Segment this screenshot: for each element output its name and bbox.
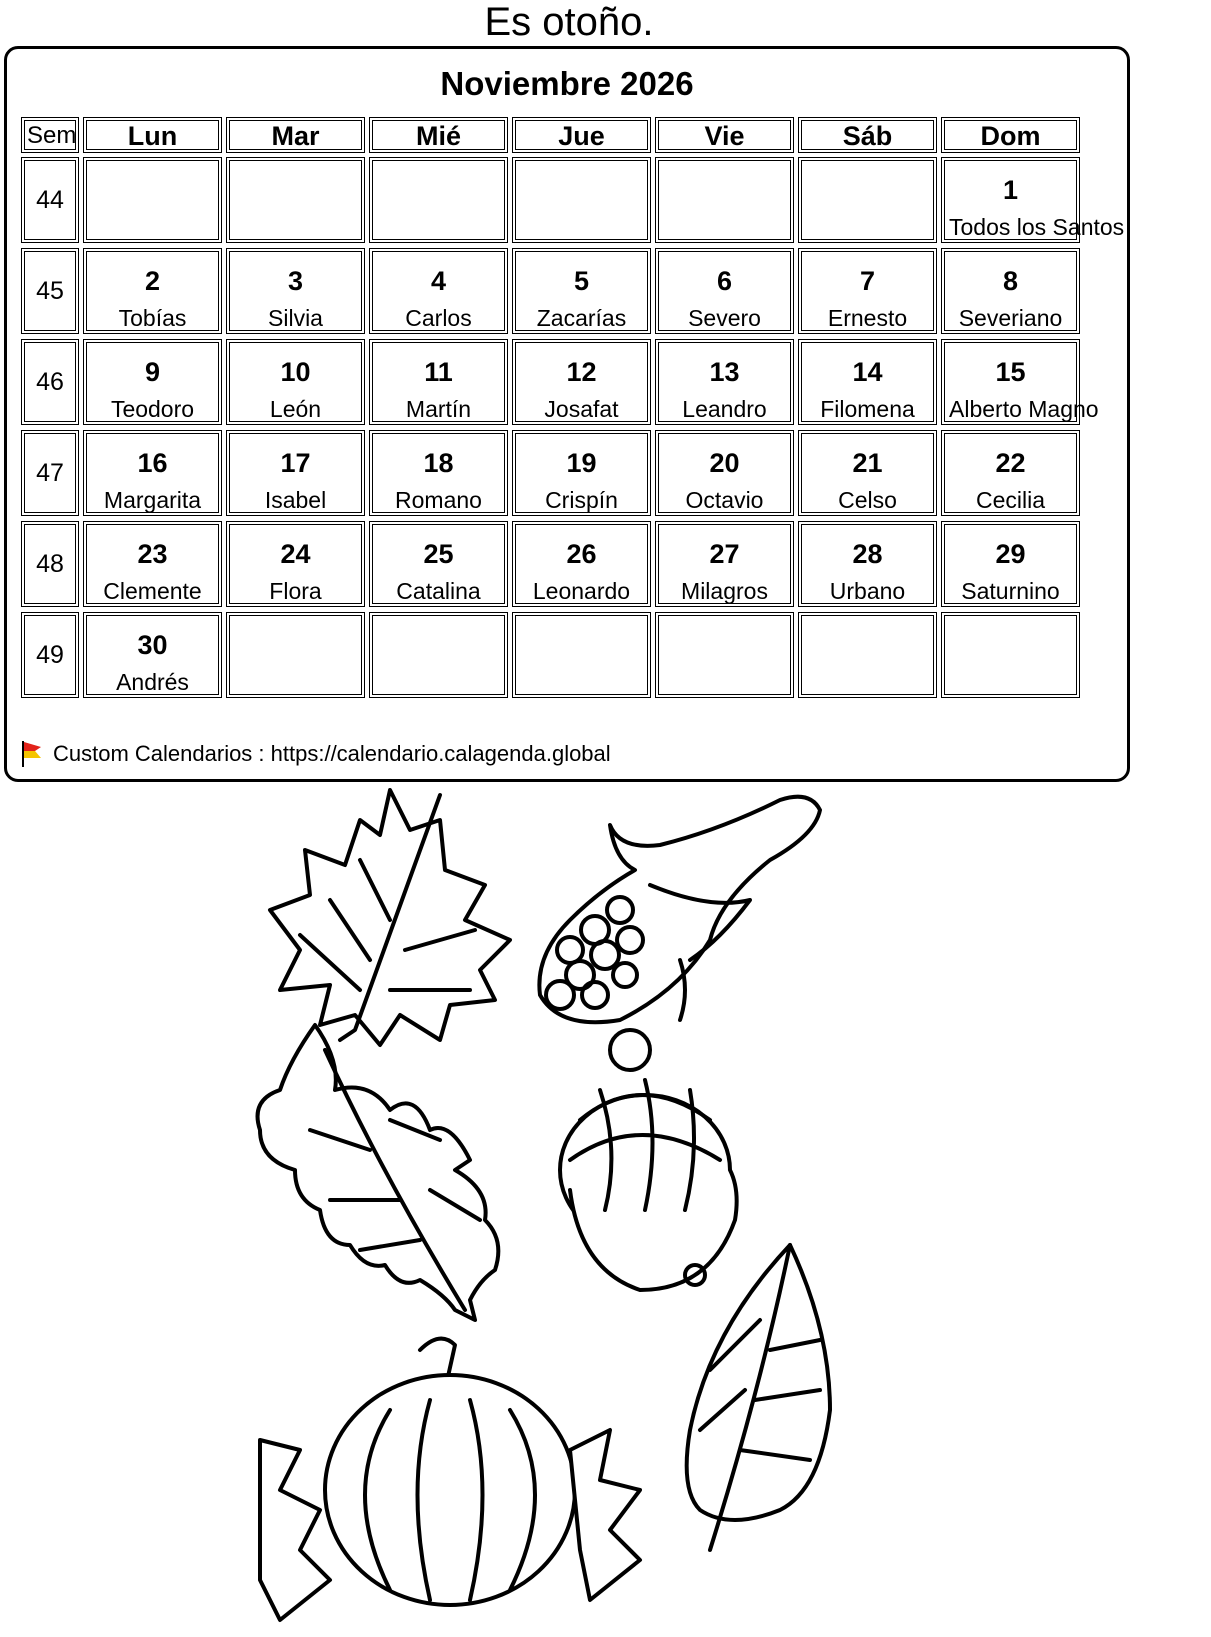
header-day: Lun — [83, 117, 222, 153]
day-cell — [512, 430, 651, 516]
saint-name: Alberto Magno — [949, 396, 1099, 422]
saint-name: Urbano — [829, 578, 906, 604]
saint-name: Leonardo — [532, 578, 631, 604]
day-number: 10 — [280, 357, 311, 387]
day-number: 20 — [709, 448, 740, 478]
saint-name: Clemente — [103, 578, 202, 604]
day-cell — [941, 430, 1080, 516]
pumpkin-icon — [260, 1339, 640, 1620]
saint-name: Zacarías — [536, 305, 627, 331]
day-number: 23 — [137, 539, 168, 569]
calendar-frame — [4, 46, 1130, 782]
day-number: 19 — [566, 448, 597, 478]
header-day: Mar — [226, 117, 365, 153]
day-number: 25 — [423, 539, 454, 569]
day-cell — [798, 339, 937, 425]
week-number: 46 — [21, 339, 79, 425]
header-day: Vie — [655, 117, 794, 153]
saint-name: Carlos — [405, 305, 472, 331]
header-day: Dom — [941, 117, 1080, 153]
day-number: 13 — [709, 357, 740, 387]
day-cell — [226, 339, 365, 425]
day-cell — [798, 248, 937, 334]
page-title: Es otoño. — [484, 0, 654, 44]
empty-day-cell — [226, 612, 365, 698]
day-number: 1 — [1002, 175, 1019, 205]
saint-name: Flora — [269, 578, 322, 604]
empty-day-cell — [655, 612, 794, 698]
day-number: 28 — [852, 539, 883, 569]
header-day: Mié — [369, 117, 508, 153]
day-cell — [83, 248, 222, 334]
day-cell — [655, 521, 794, 607]
saint-name: Saturnino — [961, 578, 1060, 604]
saint-name: León — [269, 396, 322, 422]
day-cell — [941, 157, 1125, 243]
day-number: 8 — [1002, 266, 1019, 296]
day-number: 26 — [566, 539, 597, 569]
day-number: 2 — [144, 266, 161, 296]
saint-name: Celso — [838, 487, 897, 513]
empty-day-cell — [798, 612, 937, 698]
saint-name: Todos los Santos — [949, 214, 1125, 240]
autumn-illustration — [240, 790, 880, 1632]
day-number: 17 — [280, 448, 311, 478]
day-number: 16 — [137, 448, 168, 478]
day-number: 4 — [430, 266, 447, 296]
day-cell — [226, 430, 365, 516]
empty-day-cell — [83, 157, 222, 243]
saint-name: Ernesto — [827, 305, 908, 331]
day-number: 21 — [852, 448, 883, 478]
saint-name: Isabel — [264, 487, 327, 513]
day-cell — [512, 521, 651, 607]
saint-name: Teodoro — [110, 396, 195, 422]
header-day: Jue — [512, 117, 651, 153]
acorn-icon — [560, 1030, 737, 1290]
saint-name: Severo — [688, 305, 761, 331]
day-cell — [83, 430, 222, 516]
month-title: Noviembre 2026 — [440, 65, 694, 102]
empty-day-cell — [655, 157, 794, 243]
day-cell — [655, 430, 794, 516]
header-sem: Sem — [21, 117, 79, 153]
calagenda-logo-icon — [21, 741, 43, 767]
day-number: 6 — [716, 266, 733, 296]
saint-name: Severiano — [958, 305, 1063, 331]
empty-day-cell — [941, 612, 1080, 698]
week-number: 47 — [21, 430, 79, 516]
day-number: 3 — [287, 266, 304, 296]
day-number: 5 — [573, 266, 590, 296]
day-cell — [655, 248, 794, 334]
saint-name: Octavio — [685, 487, 764, 513]
day-number: 7 — [859, 266, 876, 296]
day-cell — [226, 248, 365, 334]
day-cell — [83, 612, 222, 698]
day-number: 9 — [144, 357, 161, 387]
day-number: 27 — [709, 539, 740, 569]
day-number: 12 — [566, 357, 597, 387]
calendar-footer — [21, 741, 611, 767]
week-number: 44 — [21, 157, 79, 243]
saint-name: Milagros — [681, 578, 768, 604]
day-number: 15 — [995, 357, 1026, 387]
saint-name: Silvia — [268, 305, 323, 331]
saint-name: Josafat — [544, 396, 619, 422]
day-cell — [226, 521, 365, 607]
empty-day-cell — [226, 157, 365, 243]
day-number: 29 — [995, 539, 1026, 569]
footer-text: Custom Calendarios : https://calendario.calagenda.global — [53, 741, 611, 766]
week-number: 48 — [21, 521, 79, 607]
day-cell — [941, 339, 1099, 425]
day-cell — [655, 339, 794, 425]
saint-name: Cecilia — [975, 487, 1046, 513]
empty-day-cell — [512, 612, 651, 698]
day-cell — [512, 339, 651, 425]
day-number: 14 — [852, 357, 883, 387]
saint-name: Leandro — [682, 396, 767, 422]
day-cell — [83, 521, 222, 607]
day-cell — [369, 521, 508, 607]
day-cell — [369, 248, 508, 334]
day-cell — [369, 430, 508, 516]
saint-name: Filomena — [820, 396, 915, 422]
day-cell — [369, 339, 508, 425]
saint-name: Martín — [405, 396, 472, 422]
empty-day-cell — [798, 157, 937, 243]
oak-leaf-icon — [258, 1025, 499, 1320]
day-number: 30 — [137, 630, 168, 660]
maple-leaf-icon — [270, 790, 510, 1045]
empty-day-cell — [369, 157, 508, 243]
saint-name: Catalina — [396, 578, 481, 604]
empty-day-cell — [512, 157, 651, 243]
day-number: 18 — [423, 448, 454, 478]
saint-name: Romano — [395, 487, 482, 513]
birch-leaf-icon — [687, 1245, 830, 1550]
day-cell — [798, 521, 937, 607]
saint-name: Margarita — [103, 487, 202, 513]
week-number: 49 — [21, 612, 79, 698]
day-number: 11 — [424, 357, 453, 387]
week-number: 45 — [21, 248, 79, 334]
day-cell — [798, 430, 937, 516]
corn-icon — [539, 797, 820, 1023]
day-cell — [941, 248, 1080, 334]
day-cell — [512, 248, 651, 334]
saint-name: Tobías — [118, 305, 187, 331]
day-cell — [83, 339, 222, 425]
day-cell — [941, 521, 1080, 607]
day-number: 24 — [280, 539, 311, 569]
saint-name: Crispín — [545, 487, 618, 513]
empty-day-cell — [369, 612, 508, 698]
saint-name: Andrés — [116, 669, 189, 695]
header-day: Sáb — [798, 117, 937, 153]
day-number: 22 — [995, 448, 1026, 478]
